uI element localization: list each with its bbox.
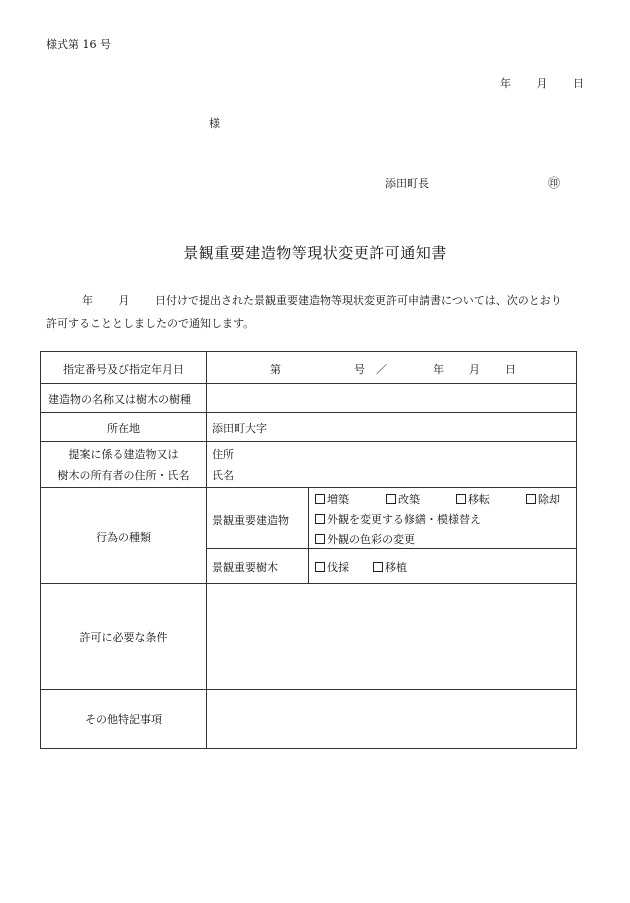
action-label: 行為の種類 — [96, 531, 151, 544]
owner-label-line1: 提案に係る建造物又は — [68, 448, 179, 461]
permit-table — [40, 351, 577, 749]
designation-month: 月 — [469, 363, 480, 376]
building-label: 景観重要建造物 — [212, 514, 289, 527]
header-date-year: 年 — [500, 77, 511, 90]
addressee-suffix: 様 — [209, 117, 220, 130]
intro-year: 年 — [82, 294, 93, 307]
designation-day: 日 — [505, 363, 516, 376]
tree-label: 景観重要樹木 — [212, 561, 278, 574]
designation-label: 指定番号及び指定年月日 — [63, 363, 184, 376]
building-option-color[interactable]: 外観の色彩の変更 — [315, 531, 415, 547]
name-value-field[interactable] — [211, 391, 571, 407]
checkbox-icon — [526, 494, 536, 504]
checkbox-icon — [456, 494, 466, 504]
checkbox-icon — [315, 534, 325, 544]
checkbox-icon — [315, 562, 325, 572]
checkbox-icon — [386, 494, 396, 504]
name-label: 建造物の名称又は樹木の樹種 — [48, 393, 191, 406]
conditions-field[interactable] — [211, 592, 571, 682]
document-title: 景観重要建造物等現状変更許可通知書 — [183, 244, 447, 262]
remarks-label: その他特記事項 — [85, 713, 162, 726]
building-option-extension[interactable]: 増築 — [315, 491, 349, 507]
owner-label-line2: 樹木の所有者の住所・氏名 — [57, 469, 190, 482]
designation-go: 号 ／ — [354, 363, 387, 376]
designation-year: 年 — [433, 363, 444, 376]
building-option-exterior[interactable]: 外観を変更する修繕・模様替え — [315, 511, 481, 527]
tree-option-felling[interactable]: 伐採 — [315, 559, 349, 575]
building-option-relocate[interactable]: 移転 — [456, 491, 490, 507]
intro-month: 月 — [118, 294, 130, 307]
building-option-demolish[interactable]: 除却 — [526, 491, 560, 507]
form-number: 様式第 16 号 — [46, 38, 111, 51]
building-option-rebuild[interactable]: 改築 — [386, 491, 420, 507]
checkbox-icon — [315, 514, 325, 524]
checkbox-icon — [373, 562, 383, 572]
tree-option-transplant[interactable]: 移植 — [373, 559, 407, 575]
intro-line-2: 許可することとしましたので通知します。 — [46, 317, 255, 330]
seal-mark: ㊞ — [548, 176, 561, 190]
issuer-title: 添田町長 — [385, 177, 429, 190]
checkbox-icon — [315, 494, 325, 504]
conditions-label: 許可に必要な条件 — [79, 631, 168, 644]
header-date-day: 日 — [573, 77, 584, 90]
designation-dai: 第 — [270, 363, 281, 376]
remarks-field[interactable] — [211, 696, 571, 742]
owner-address-label[interactable]: 住所 — [212, 448, 234, 461]
location-label: 所在地 — [107, 422, 140, 435]
intro-line-1 — [82, 292, 562, 308]
intro-line1-rest: 日付けで提出された景観重要建造物等現状変更許可申請書については、次のとおり — [155, 294, 562, 307]
header-date — [500, 75, 584, 91]
header-date-month: 月 — [536, 77, 548, 90]
owner-name-label[interactable]: 氏名 — [212, 469, 234, 482]
location-value[interactable]: 添田町大字 — [212, 422, 267, 435]
